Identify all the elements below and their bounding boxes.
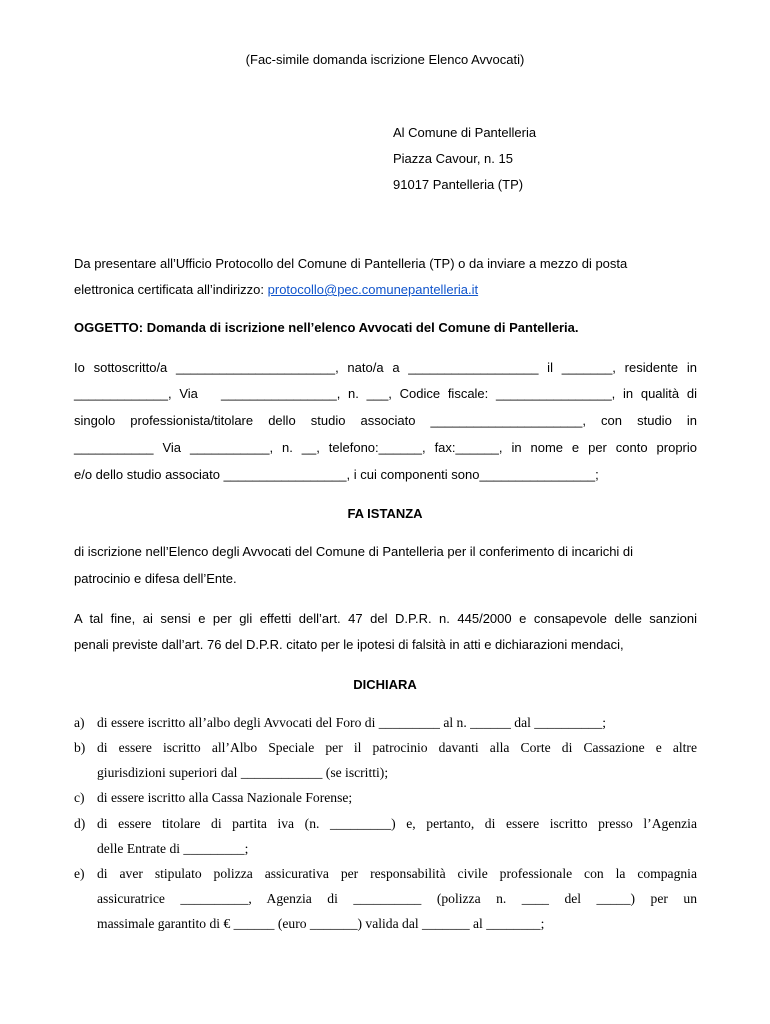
applicant-line-2: _____________, Via ________________, n. ___, Codice fiscale: ________________, in qualità di [74,386,697,401]
declaration-c-line-1: di essere iscritto alla Cassa Nazionale Forense; [97,790,353,805]
recipient-line-3: 91017 Pantelleria (TP) [393,177,524,192]
declaration-e-line-1: di aver stipulato polizza assicurativa per responsabilità civile professionale con la compagnia [97,866,697,881]
purpose-line-2: penali previste dall’art. 76 del D.P.R. citato per le ipotesi di falsità in atti e dichiarazioni mendaci, [74,637,624,652]
recipient-line-2: Piazza Cavour, n. 15 [393,151,513,166]
declaration-b-line-2: giurisdizioni superiori dal ____________ (se iscritti); [97,765,389,780]
declaration-marker-d: d) [74,816,86,831]
fa-istanza-heading: FA ISTANZA [347,506,423,521]
intro-line-2-prefix: elettronica certificata all’indirizzo: [74,282,268,297]
dichiara-heading: DICHIARA [353,677,417,692]
declaration-b-line-1: di essere iscritto all’Albo Speciale per il patrocinio davanti alla Corte di Cassazione e altre [97,740,697,755]
applicant-line-4: ___________ Via ___________, n. __, telefono:______, fax:______, in nome e per conto proprio [74,440,697,455]
declaration-d-line-1: di essere titolare di partita iva (n. _________) e, pertanto, di essere iscritto presso l’Agenzia [97,816,697,831]
recipient-line-1: Al Comune di Pantelleria [393,125,537,140]
intro-line-2 [74,282,478,297]
declaration-d-line-2: delle Entrate di _________; [97,841,249,856]
applicant-line-5: e/o dello studio associato _________________, i cui componenti sono________________; [74,467,599,482]
declaration-a-line-1: di essere iscritto all’albo degli Avvocati del Foro di _________ al n. ______ dal __________; [97,715,607,730]
request-line-1: di iscrizione nell’Elenco degli Avvocati del Comune di Pantelleria per il conferimento di incarichi di [74,544,634,559]
purpose-line-1: A tal fine, ai sensi e per gli effetti dell’art. 47 del D.P.R. n. 445/2000 e consapevole delle sanzioni [74,611,697,626]
declaration-marker-e: e) [74,866,85,881]
subject-heading: OGGETTO: Domanda di iscrizione nell’elenco Avvocati del Comune di Pantelleria. [74,320,579,335]
declaration-e-line-3: massimale garantito di € ______ (euro _______) valida dal _______ al ________; [97,916,545,931]
declaration-marker-b: b) [74,740,86,755]
declaration-e-line-2: assicuratrice __________, Agenzia di __________ (polizza n. ____ del _____) per un [97,891,697,906]
pec-email-link[interactable]: protocollo@pec.comunepantelleria.it [267,282,479,297]
header-note: (Fac-simile domanda iscrizione Elenco Avvocati) [245,52,525,67]
declaration-marker-c: c) [74,790,85,805]
intro-line-1: Da presentare all’Ufficio Protocollo del Comune di Pantelleria (TP) o da inviare a mezzo di posta [74,256,628,271]
applicant-line-3: singolo professionista/titolare dello studio associato _____________________, con studio in [74,413,697,428]
applicant-line-1: Io sottoscritto/a ______________________, nato/a a __________________ il _______, residente in [74,360,697,375]
request-line-2: patrocinio e difesa dell’Ente. [74,571,237,586]
declaration-marker-a: a) [74,715,85,730]
